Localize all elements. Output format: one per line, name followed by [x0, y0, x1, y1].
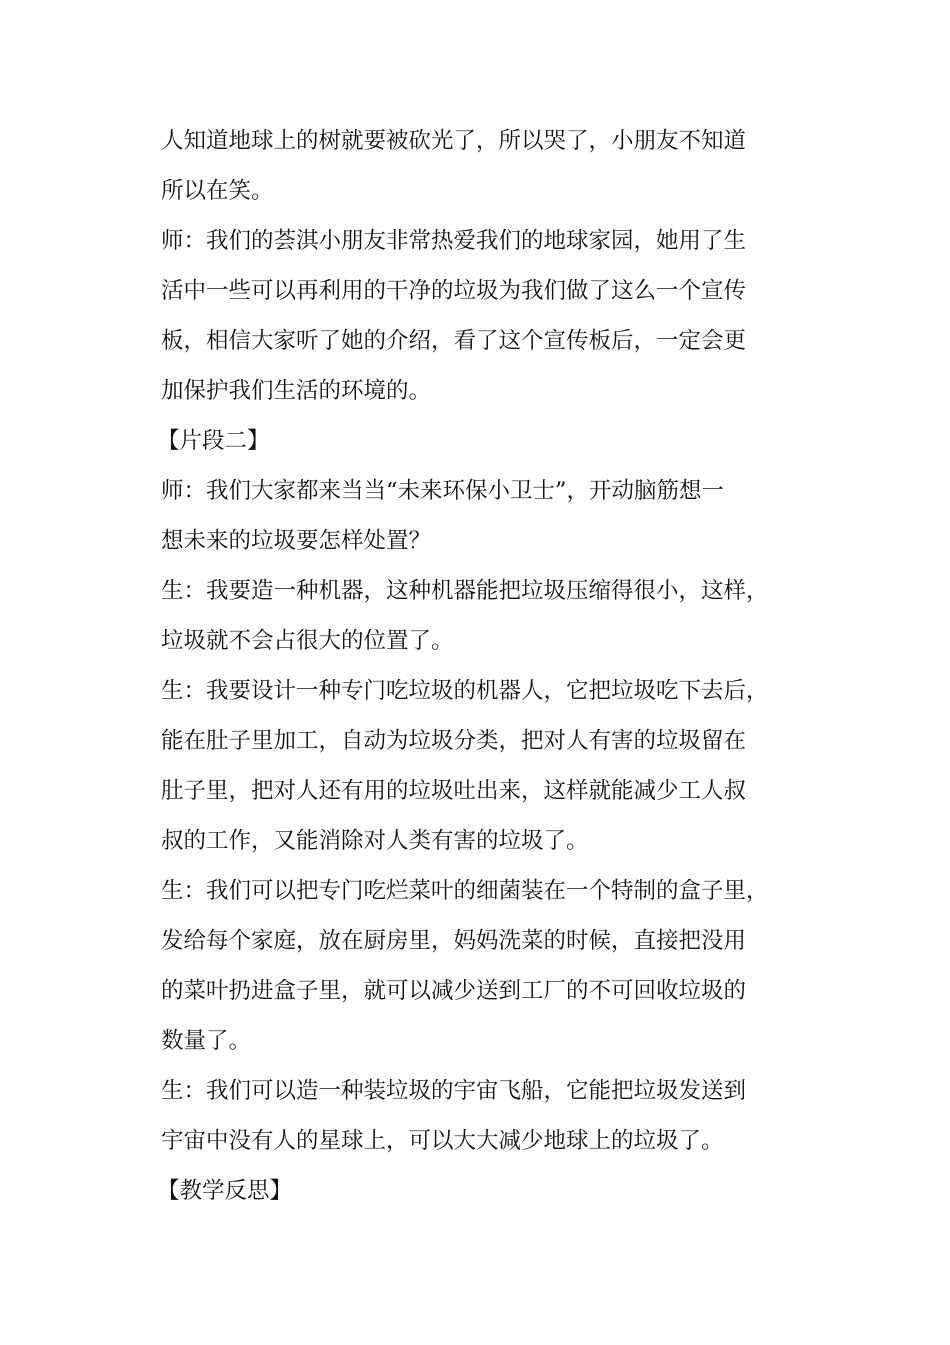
text-line: 宇宙中没有人的星球上，可以大大减少地球上的垃圾了。 — [161, 1128, 724, 1154]
text-line: 板，相信大家听了她的介绍，看了这个宣传板后，一定会更 — [161, 328, 747, 354]
text-line: 能在肚子里加工，自动为垃圾分类，把对人有害的垃圾留在 — [161, 728, 747, 754]
text-line: 活中一些可以再利用的干净的垃圾为我们做了这么一个宣传 — [161, 278, 747, 304]
text-line: 所以在笑。 — [161, 178, 274, 204]
text-line: 生：我要造一种机器，这种机器能把垃圾压缩得很小，这样， — [161, 578, 769, 604]
text-line: 发给每个家庭，放在厨房里，妈妈洗菜的时候，直接把没用 — [161, 928, 747, 954]
text-line: 师：我们大家都来当当“未来环保小卫士”，开动脑筋想一 — [161, 478, 725, 504]
text-line: 想未来的垃圾要怎样处置？ — [161, 528, 432, 554]
text-line: 的菜叶扔进盒子里，就可以减少送到工厂的不可回收垃圾的 — [161, 978, 747, 1004]
text-line: 加保护我们生活的环境的。 — [161, 378, 432, 404]
text-line: 垃圾就不会占很大的位置了。 — [161, 628, 454, 654]
text-line: 肚子里，把对人还有用的垃圾吐出来，这样就能减少工人叔 — [161, 778, 747, 804]
section-heading: 【片段二】 — [157, 428, 270, 454]
text-line: 师：我们的荟淇小朋友非常热爱我们的地球家园，她用了生 — [161, 228, 747, 254]
section-heading: 【教学反思】 — [157, 1178, 293, 1204]
text-line: 叔的工作，又能消除对人类有害的垃圾了。 — [161, 828, 589, 854]
text-line: 生：我们可以造一种装垃圾的宇宙飞船，它能把垃圾发送到 — [161, 1078, 747, 1104]
text-line: 人知道地球上的树就要被砍光了，所以哭了，小朋友不知道 — [161, 128, 747, 154]
text-line: 数量了。 — [161, 1028, 252, 1054]
text-line: 生：我要设计一种专门吃垃圾的机器人，它把垃圾吃下去后， — [161, 678, 769, 704]
text-line: 生：我们可以把专门吃烂菜叶的细菌装在一个特制的盒子里， — [161, 878, 769, 904]
